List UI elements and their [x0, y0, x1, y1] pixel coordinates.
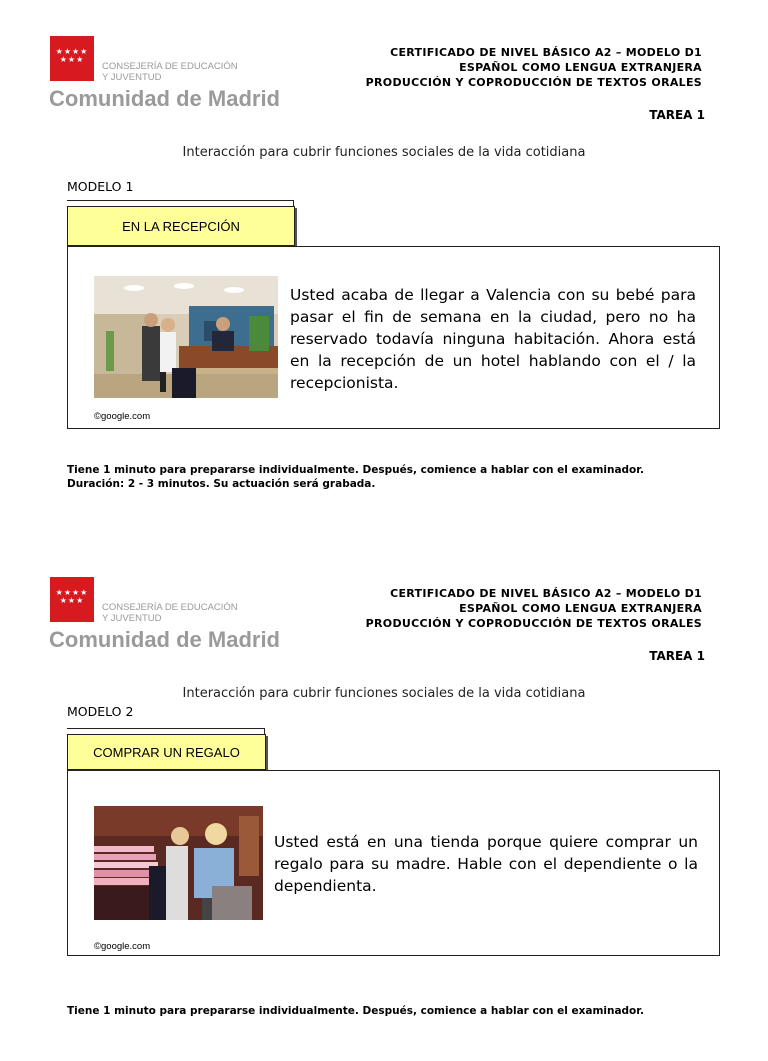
cert-line2: ESPAÑOL COMO LENGUA EXTRANJERA — [459, 61, 702, 74]
instructions-line2: Duración: 2 - 3 minutos. Su actuación será grabada. — [67, 478, 376, 490]
cert-line1: CERTIFICADO DE NIVEL BÁSICO A2 – MODELO D1 — [390, 587, 702, 600]
logo-title: Comunidad de Madrid — [49, 86, 280, 111]
cert-line3: PRODUCCIÓN Y COPRODUCCIÓN DE TEXTOS ORALES — [365, 617, 702, 630]
logo-title: Comunidad de Madrid — [49, 627, 280, 652]
logo-subtitle — [102, 602, 238, 624]
task-description: Usted está en una tienda porque quiere comprar un regalo para su madre. Hable con el dependiente o la dependienta. — [274, 833, 698, 895]
logo-sub-line1: CONSEJERÍA DE EDUCACIÓN — [102, 61, 238, 72]
logo-subtitle — [102, 61, 238, 83]
topic-tab-label: EN LA RECEPCIÓN — [122, 218, 240, 234]
logo-sub-line2: Y JUVENTUD — [102, 72, 162, 83]
instructions — [67, 1004, 727, 1018]
certificate-header — [366, 586, 702, 631]
image-credit: ©google.com — [94, 411, 151, 422]
madrid-flag-logo — [50, 36, 94, 81]
image-credit: ©google.com — [94, 941, 151, 952]
stars-icon: ★★★★ ★★★ — [55, 47, 89, 64]
modelo-label: MODELO 2 — [67, 704, 134, 719]
topic-tab-label: COMPRAR UN REGALO — [93, 744, 240, 760]
instructions-line1: Tiene 1 minuto para prepararse individualmente. Después, comience a hablar con el examinador. — [67, 464, 644, 476]
logo-sub-line2: Y JUVENTUD — [102, 613, 162, 624]
page-2 — [0, 541, 768, 1061]
instructions-line1: Tiene 1 minuto para prepararse individualmente. Después, comience a hablar con el examinador. — [67, 1005, 644, 1017]
stars-icon: ★★★★ ★★★ — [55, 588, 89, 605]
cert-line2: ESPAÑOL COMO LENGUA EXTRANJERA — [459, 602, 702, 615]
shop-photo — [94, 806, 263, 920]
tarea-label: TAREA 1 — [649, 108, 705, 122]
page-1 — [0, 0, 768, 520]
hotel-reception-photo — [94, 276, 278, 398]
madrid-flag-logo — [50, 577, 94, 622]
topic-tab — [67, 206, 295, 246]
tarea-label: TAREA 1 — [649, 649, 705, 663]
instructions — [67, 463, 727, 491]
cert-line1: CERTIFICADO DE NIVEL BÁSICO A2 – MODELO D1 — [390, 46, 702, 59]
logo-sub-line1: CONSEJERÍA DE EDUCACIÓN — [102, 602, 238, 613]
task-subtitle: Interacción para cubrir funciones sociales de la vida cotidiana — [182, 686, 586, 701]
task-box — [67, 246, 720, 429]
topic-tab — [67, 734, 266, 770]
modelo-label: MODELO 1 — [67, 179, 134, 194]
certificate-header — [366, 45, 702, 90]
task-box — [67, 770, 720, 956]
cert-line3: PRODUCCIÓN Y COPRODUCCIÓN DE TEXTOS ORALES — [365, 76, 702, 89]
task-description: Usted acaba de llegar a Valencia con su bebé para pasar el fin de semana en la ciudad, pero no ha reservado todavía ninguna habitación. Ahora está en la recepción de un hotel hablando con el / la recepcionista. — [290, 286, 696, 392]
task-subtitle: Interacción para cubrir funciones sociales de la vida cotidiana — [182, 145, 586, 160]
